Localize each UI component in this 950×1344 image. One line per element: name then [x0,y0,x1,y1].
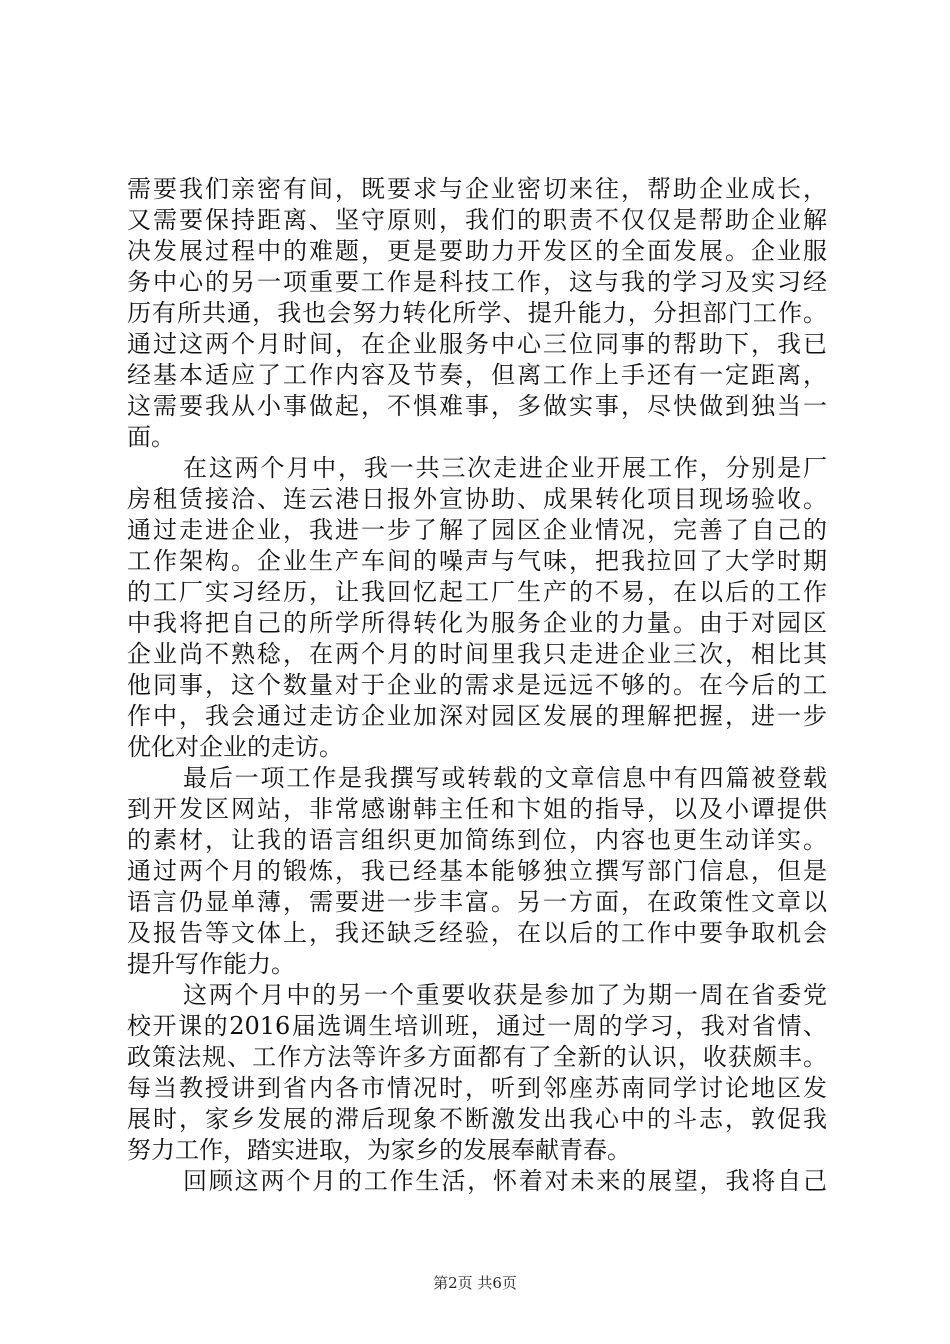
text-line: 他同事，这个数量对于企业的需求是远远不够的。在今后的工 [127,671,827,699]
text-line: 的工厂实习经历，让我回忆起工厂生产的不易，在以后的工作 [127,578,827,606]
text-line: 面。 [127,423,175,451]
text-line: 及报告等文体上，我还缺乏经验，在以后的工作中要争取机会 [127,919,827,947]
text-line: 提升写作能力。 [127,950,295,978]
text-line: 最后一项工作是我撰写或转载的文章信息中有四篇被登载 [183,764,827,792]
text-line: 决发展过程中的难题，更是要助力开发区的全面发展。企业服 [127,237,827,265]
text-line: 经基本适应了工作内容及节奏，但离工作上手还有一定距离， [127,361,827,389]
text-line: 需要我们亲密有间，既要求与企业密切来往，帮助企业成长， [127,175,827,203]
text-line: 中我将把自己的所学所得转化为服务企业的力量。由于对园区 [127,609,827,637]
text-line: 房租赁接洽、连云港日报外宣协助、成果转化项目现场验收。 [127,485,827,513]
text-line: 的素材，让我的语言组织更加简练到位，内容也更生动详实。 [127,826,827,854]
text-line: 通过这两个月时间，在企业服务中心三位同事的帮助下，我已 [127,330,827,358]
body-text [127,174,827,1197]
text-line: 企业尚不熟稔，在两个月的时间里我只走进企业三次，相比其 [127,640,827,668]
text-line: 通过两个月的锻炼，我已经基本能够独立撰写部门信息，但是 [127,857,827,885]
text-line: 回顾这两个月的工作生活，怀着对未来的展望，我将自己 [183,1167,827,1195]
page-footer: 第2页 共6页 [433,1274,517,1292]
text-line: 这两个月中的另一个重要收获是参加了为期一周在省委党 [183,981,827,1009]
text-line: 历有所共通，我也会努力转化所学、提升能力，分担部门工作。 [127,299,827,327]
text-line: 校开课的2016届选调生培训班，通过一周的学习，我对省情、 [127,1012,827,1040]
text-line: 在这两个月中，我一共三次走进企业开展工作，分别是厂 [183,454,827,482]
text-line: 务中心的另一项重要工作是科技工作，这与我的学习及实习经 [127,268,827,296]
text-line: 每当教授讲到省内各市情况时，听到邻座苏南同学讨论地区发 [127,1074,827,1102]
text-line: 工作架构。企业生产车间的噪声与气味，把我拉回了大学时期 [127,547,827,575]
text-line: 展时，家乡发展的滞后现象不断激发出我心中的斗志，敦促我 [127,1105,827,1133]
text-line: 政策法规、工作方法等许多方面都有了全新的认识，收获颇丰。 [127,1043,827,1071]
text-line: 语言仍显单薄，需要进一步丰富。另一方面，在政策性文章以 [127,888,827,916]
text-line: 又需要保持距离、坚守原则，我们的职责不仅仅是帮助企业解 [127,206,827,234]
text-line: 努力工作，踏实进取，为家乡的发展奉献青春。 [127,1136,631,1164]
text-line: 通过走进企业，我进一步了解了园区企业情况，完善了自己的 [127,516,827,544]
text-line: 作中，我会通过走访企业加深对园区发展的理解把握，进一步 [127,702,827,730]
text-line: 这需要我从小事做起，不惧难事，多做实事，尽快做到独当一 [127,392,827,420]
text-line: 到开发区网站，非常感谢韩主任和卞姐的指导，以及小谭提供 [127,795,827,823]
text-line: 优化对企业的走访。 [127,733,343,761]
